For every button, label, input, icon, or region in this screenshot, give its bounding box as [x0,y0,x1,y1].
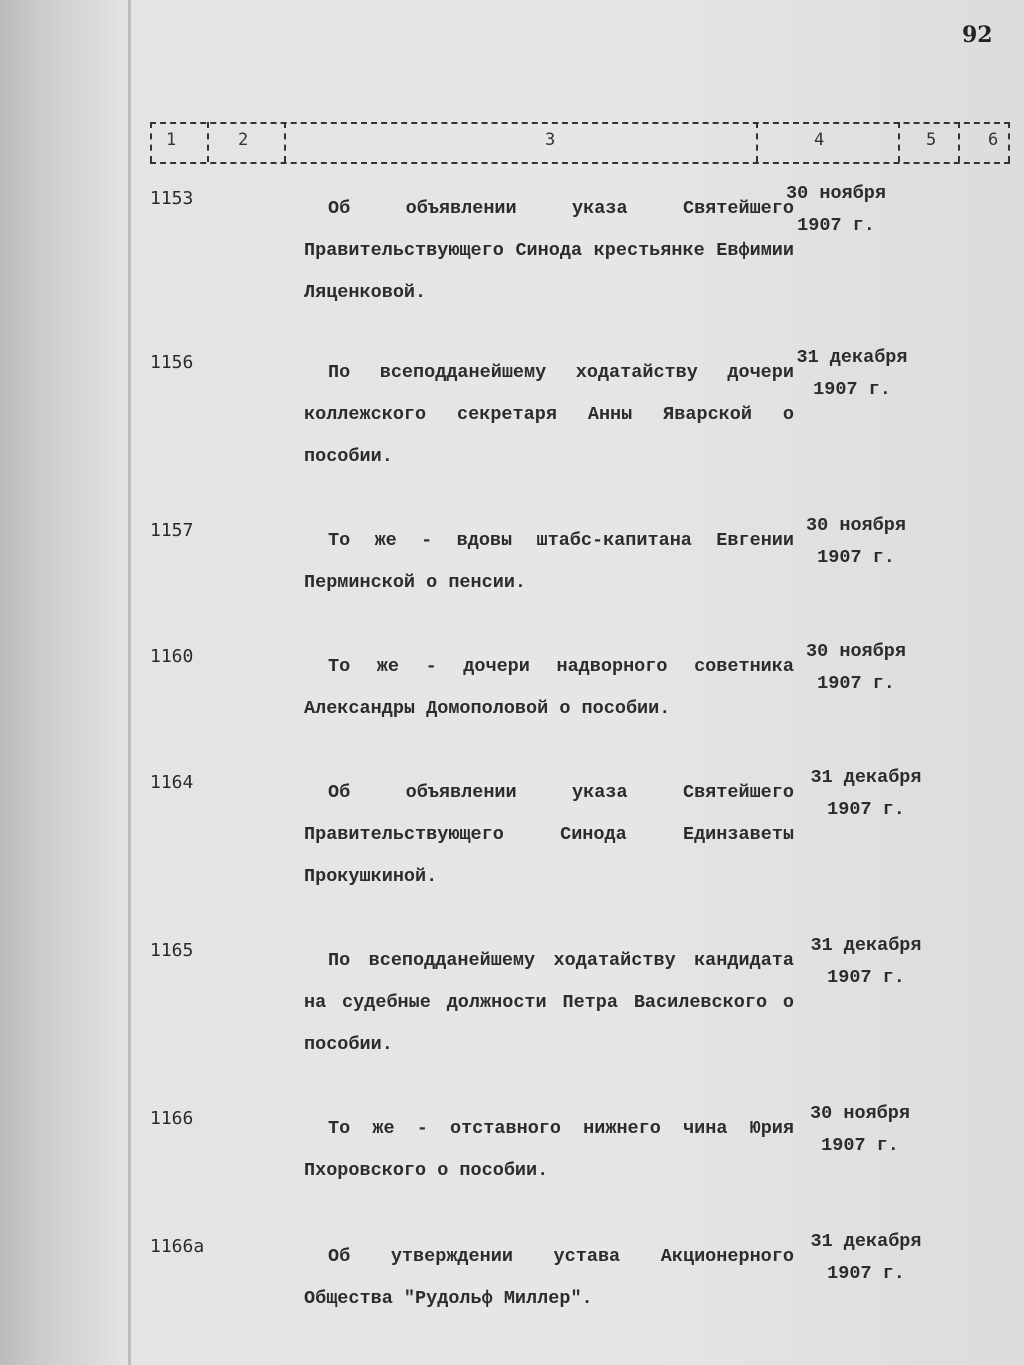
header-separator [284,122,286,162]
entry-date-day: 30 ноября [810,1103,910,1124]
entry-date-day: 31 декабря [810,935,922,956]
header-column-1: 1 [166,130,177,150]
header-separator [150,122,152,162]
entry-date-year: 1907 г. [813,379,891,400]
entry-date [772,342,932,406]
header-separator [1008,122,1010,162]
page-margin-edge [128,0,131,1365]
entry-description: То же - вдовы штабс-капитана Евгении Перминской о пенсии. [304,530,794,593]
entry-date-year: 1907 г. [827,967,905,988]
entry-date-year: 1907 г. [821,1135,899,1156]
header-column-5: 5 [926,130,937,150]
entry-date-year: 1907 г. [817,673,895,694]
header-column-2: 2 [238,130,249,150]
entry-date [786,930,946,994]
entry-description: То же - отставного нижнего чина Юрия Пхоровского о пособии. [304,1118,794,1181]
entry-date [776,510,936,574]
entry-date [786,762,946,826]
entry-date [776,636,936,700]
entry-number: 1166 [150,1108,194,1129]
entry-date-year: 1907 г. [817,547,895,568]
entry-date-day: 31 декабря [796,347,908,368]
entry-number: 1165 [150,940,194,961]
entry-date-year: 1907 г. [827,799,905,820]
entry-number: 1153 [150,188,194,209]
entry-number: 1157 [150,520,194,541]
header-separator [958,122,960,162]
entry-date-day: 30 ноября [786,183,886,204]
header-separator [207,122,209,162]
entry-number: 1156 [150,352,194,373]
previous-page-bleed [0,0,120,1365]
entry-date-year: 1907 г. [797,215,875,236]
entry-date-day: 30 ноября [806,515,906,536]
entry-description: То же - дочери надворного советника Александры Домополовой о пособии. [304,656,794,719]
header-separator [756,122,758,162]
entry-date-day: 31 декабря [810,1231,922,1252]
entry-description: По всеподданейшему ходатайству дочери коллежского секретаря Анны Яварской о пособии. [304,362,794,467]
entry-number: 1160 [150,646,194,667]
entry-number: 1166а [150,1236,205,1257]
header-column-3: 3 [545,130,556,150]
header-column-4: 4 [814,130,825,150]
entry-description: Об объявлении указа Святейшего Правительствующего Синода Единзаветы Прокушкиной. [304,782,794,887]
entry-date [786,1226,946,1290]
header-bottom-rule [150,162,1010,164]
entry-description: Об утверждении устава Акционерного Общества "Рудольф Миллер". [304,1246,794,1309]
header-separator [898,122,900,162]
entry-description: По всеподданейшему ходатайству кандидата на судебные должности Петра Василевского о пособии. [304,950,794,1055]
entry-date-year: 1907 г. [827,1263,905,1284]
entry-date-day: 30 ноября [806,641,906,662]
entry-description: Об объявлении указа Святейшего Правительствующего Синода крестьянке Евфимии Ляценковой. [304,198,794,303]
entry-number: 1164 [150,772,194,793]
header-column-6: 6 [988,130,999,150]
entry-date [756,178,916,242]
entry-date-day: 31 декабря [810,767,922,788]
page-number: 92 [962,22,993,48]
entry-date [780,1098,940,1162]
header-top-rule [150,122,1010,124]
